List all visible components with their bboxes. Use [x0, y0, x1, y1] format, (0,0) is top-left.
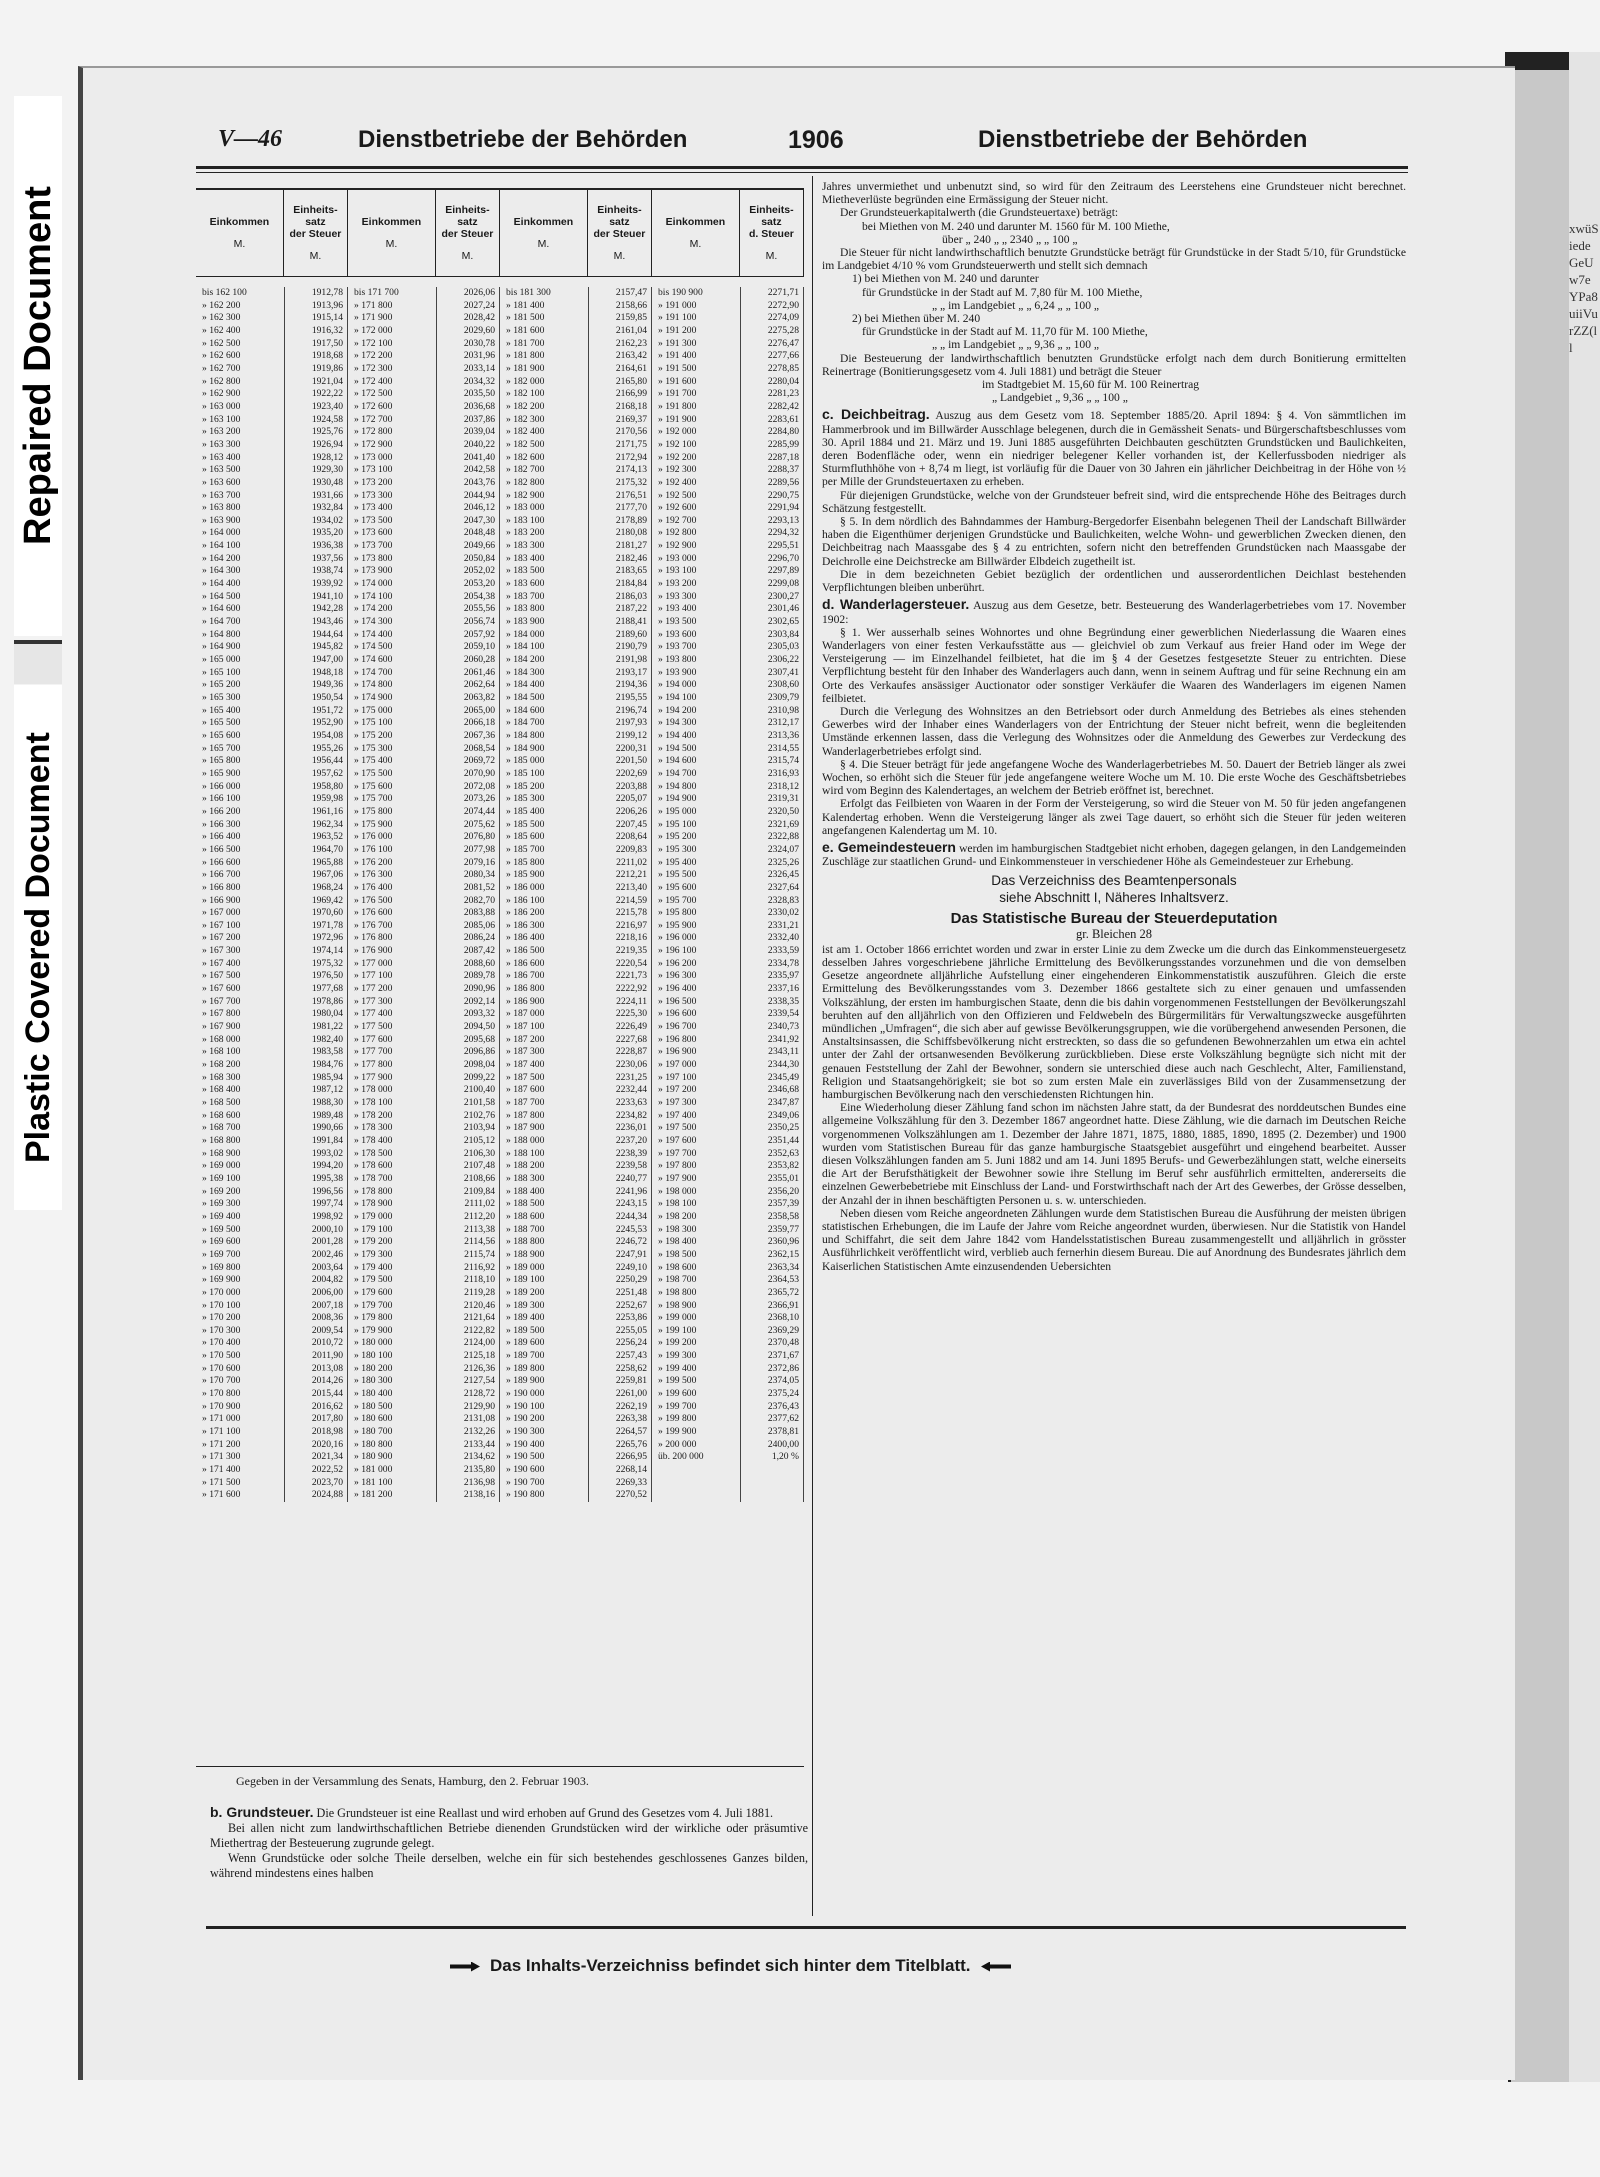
section-b-paragraph: Bei allen nicht zum landwirthschaftlichen Betriebe dienenden Grundstücken wird der wirkliche oder präsumtive Miethertrag der Besteuerung zugrunde gelegt. — [210, 1821, 808, 1850]
paragraph: bei Miethen von M. 240 und darunter M. 1560 für M. 100 Miethe, — [862, 219, 1170, 233]
paragraph: Die Besteuerung der landwirthschaftlich benutzten Grundstücke erfolgt nach dem durch Bonitierung ermittelten Reinertrage (Bonitierungsgesetz vom 4. Juli 1881) und beträgt die Steuer — [822, 351, 1406, 378]
adjacent-page-edge — [1508, 52, 1600, 2082]
paragraph: § 1. Wer ausserhalb seines Wohnortes und ohne Begründung einer gewerblichen Niederlassung die Waaren eines Wanderlagers von einer festen Verkaufsstätte aus — gleichviel ob zum Verkauf aus freier Hand oder im Wege der Versteigerung — im Einzelhandel feilbietet, hat die im § 4 der Gesetzes festgesetzte Steuer zu entrichten. Diese Verpflichtung besteht für den Inhaber des Wanderlagers auch dann, wenn in seinem Auftrag und für seine Rechnung ein am Orte des Verkaufes ansässiger Auctionator oder sonstiger Verkäufer die Waaren des Wanderlagers im eigenen Namen feilbietet. — [822, 625, 1406, 705]
paragraph: Für diejenigen Grundstücke, welche von der Grundsteuer befreit sind, wird die entsprechende Höhe des Beitrages durch Schätzung festgestellt. — [822, 488, 1406, 515]
income-column-2: bis 171 700 » 171 800 » 171 900 » 172 000 » 172 100 » 172 200 » 172 300 » 172 400 » 172 500 » 172 600 » 172 700 » 172 800 » 172 900 » 173 000 » 173 100 » 173 200 » 173 300 » 173 400 » 173 500 » 173 600 » 173 700 » 173 800 » 173 900 » 174 000 » 174 100 » 174 200 » 174 300 » 174 400 » 174 500 » 174 600 » 174 700 » 174 800 » 174 900 » 175 000 » 175 100 » 175 200 » 175 300 » 175 400 » 175 500 » 175 600 » 175 700 » 175 800 » 175 900 » 176 000 » 176 100 » 176 200 » 176 300 » 176 400 » 176 500 » 176 600 » 176 700 » 176 800 » 176 900 » 177 000 » 177 100 » 177 200 » 177 300 » 177 400 » 177 500 » 177 600 » 177 700 » 177 800 » 177 900 » 178 000 » 178 100 » 178 200 » 178 300 » 178 400 » 178 500 » 178 600 » 178 700 » 178 800 » 178 900 » 179 000 » 179 100 » 179 200 » 179 300 » 179 400 » 179 500 » 179 600 » 179 700 » 179 800 » 179 900 » 180 000 » 180 100 » 180 200 » 180 300 » 180 400 » 180 500 » 180 600 » 180 700 » 180 800 » 180 900 » 181 000 » 181 100 » 181 200 — [354, 287, 399, 1501]
statistics-bureau-title: Das Statistische Bureau der Steuerdeputation — [950, 910, 1278, 928]
repaired-document-label: Repaired Document — [14, 96, 62, 636]
paragraph: 2) bei Miethen über M. 240 — [852, 312, 981, 326]
paragraph: Der Grundsteuerkapitalwerth (die Grundsteuertaxe) beträgt: — [840, 206, 1119, 220]
plastic-covered-document-label: Plastic Covered Document — [14, 685, 62, 1210]
income-column-1: bis 162 100 » 162 200 » 162 300 » 162 400 » 162 500 » 162 600 » 162 700 » 162 800 » 162 900 » 163 000 » 163 100 » 163 200 » 163 300 » 163 400 » 163 500 » 163 600 » 163 700 » 163 800 » 163 900 » 164 000 » 164 100 » 164 200 » 164 300 » 164 400 » 164 500 » 164 600 » 164 700 » 164 800 » 164 900 » 165 000 » 165 100 » 165 200 » 165 300 » 165 400 » 165 500 » 165 600 » 165 700 » 165 800 » 165 900 » 166 000 » 166 100 » 166 200 » 166 300 » 166 400 » 166 500 » 166 600 » 166 700 » 166 800 » 166 900 » 167 000 » 167 100 » 167 200 » 167 300 » 167 400 » 167 500 » 167 600 » 167 700 » 167 800 » 167 900 » 168 000 » 168 100 » 168 200 » 168 300 » 168 400 » 168 500 » 168 600 » 168 700 » 168 800 » 168 900 » 169 000 » 169 100 » 169 200 » 169 300 » 169 400 » 169 500 » 169 600 » 169 700 » 169 800 » 169 900 » 170 000 » 170 100 » 170 200 » 170 300 » 170 400 » 170 500 » 170 600 » 170 700 » 170 800 » 170 900 » 171 000 » 171 100 » 171 200 » 171 300 » 171 400 » 171 500 » 171 600 — [202, 287, 247, 1501]
paragraph: für Grundstücke in der Stadt auf M. 7,80 für M. 100 Miethe, — [862, 285, 1143, 299]
footer-rule — [206, 1926, 1406, 1929]
paragraph: Eine Wiederholung dieser Zählung fand schon im nächsten Jahre statt, da der Bundesrat des norddeutschen Bundes eine allgemeine Volkszählung für den 3. Dezember 1867 angeordnet hatte. Diese Zählung, wie die darnach im Deutschen Reiche vorgenommenen Volkszählungen am 1. Dezember der Jahre 1871, 1875, 1880, 1885, 1890, 1895 (2. Dezember) und 1900 wurden vom Statistischen Bureau für das ganze hamburgische Staatsgebiet ausgeführt und eingehend bearbeitet. Ausser diesen Volkszählungen fanden am 5. Juni 1882 und am 14. Juni 1895 Berufs- und Gewerbezählungen statt, welche einerseits die Art der Berufsthätigkeit der Bewohner sowie ihre Stellung im Beruf sehr ausführlich ermittelten, andererseits die einzelnen Gewerbebetriebe mit Einschluss der Land- und Forstwirthschaft nach der Art des Gewerbes, der Grösse desselben, der Anzahl der in ihnen beschäftigten Personen u. s. w. unterschieden. — [822, 1101, 1406, 1207]
header-income: Einkommen M. — [513, 216, 574, 250]
header-rate: Einheits- satz d. Steuer M. — [739, 190, 804, 276]
reference-line: siehe Abschnitt I, Näheres Inhaltsverz. — [999, 890, 1229, 906]
tax-column-3: 2157,47 2158,66 2159,85 2161,04 2162,23 2163,42 2164,61 2165,80 2166,99 2168,18 2169,37 2170,56 2171,75 2172,94 2174,13 2175,32 2176,51 2177,70 2178,89 2180,08 2181,27 2182,46 2183,65 2184,84 2186,03 2187,22 2188,41 2189,60 2190,79 2191,98 2193,17 2194,36 2195,55 2196,74 2197,93 2199,12 2200,31 2201,50 2202,69 2203,88 2205,07 2206,26 2207,45 2208,64 2209,83 2211,02 2212,21 2213,40 2214,59 2215,78 2216,97 2218,16 2219,35 2220,54 2221,73 2222,92 2224,11 2225,30 2226,49 2227,68 2228,87 2230,06 2231,25 2232,44 2233,63 2234,82 2236,01 2237,20 2238,39 2239,58 2240,77 2241,96 2243,15 2244,34 2245,53 2246,72 2247,91 2249,10 2250,29 2251,48 2252,67 2253,86 2255,05 2256,24 2257,43 2258,62 2259,81 2261,00 2262,19 2263,38 2264,57 2265,76 2266,95 2268,14 2269,33 2270,52 — [588, 287, 652, 1502]
header-rate: Einheits- satz der Steuer M. — [283, 190, 348, 276]
tax-column-4: 2271,71 2272,90 2274,09 2275,28 2276,47 2277,66 2278,85 2280,04 2281,23 2282,42 2283,61 2284,80 2285,99 2287,18 2288,37 2289,56 2290,75 2291,94 2293,13 2294,32 2295,51 2296,70 2297,89 2299,08 2300,27 2301,46 2302,65 2303,84 2305,03 2306,22 2307,41 2308,60 2309,79 2310,98 2312,17 2313,36 2314,55 2315,74 2316,93 2318,12 2319,31 2320,50 2321,69 2322,88 2324,07 2325,26 2326,45 2327,64 2328,83 2330,02 2331,21 2332,40 2333,59 2334,78 2335,97 2337,16 2338,35 2339,54 2340,73 2341,92 2343,11 2344,30 2345,49 2346,68 2347,87 2349,06 2350,25 2351,44 2352,63 2353,82 2355,01 2356,20 2357,39 2358,58 2359,77 2360,96 2362,15 2363,34 2364,53 2365,72 2366,91 2368,10 2369,29 2370,48 2371,67 2372,86 2374,05 2375,24 2376,43 2377,62 2378,81 2400,00 1,20 % — [740, 287, 804, 1502]
paragraph: § 4. Die Steuer beträgt für jede angefangene Woche des Wanderlagerbetriebes M. 50. Dauert der Betrieb länger als zwei Wochen, so erhöht sich die Steuer für jede angefangene weitere Woche um M. 10. Die erste Woche des Geschäftsbetriebes wird vom Beginn des Kalendertages, an welchem der Betrieb eröffnet ist, berechnet. — [822, 757, 1406, 798]
paragraph: ist am 1. October 1866 errichtet worden und zwar in erster Linie zu dem Zwecke um die durch das Einkommensteuergesetz desselben Jahres vorgeschriebene jährliche Ermittelung des Bevölkerungsstandes vorzunehmen und die von demselben Gesetze angeordnete alljährliche Aufstellung einer eingehenderen Einkommenstatistik auszuführen. Gleich die erste Ermittelung des Bevölkerungsstandes vom 3. Dezember 1866 gestaltete sich zu einer genauen und umfassenden Volkszählung, der ersten im hamburgischen Staate, denn die bis dahin vorgenommenen Feststellungen der Bevölkerungszahl beruhten auf den alljährlich von den Offizieren und Feldwebeln des Bürgermilitärs für Verwaltungszwecke ausgeführten mündlichen „Umfragen“, die sich aber auf gewisse Bevölkerungsgruppen, wie die vorübergehend anwesenden Personen, die Anstaltsinsassen, die Schiffsbevölkerung nicht erstreckten, so dass die so gefundenen Bewohnerzahlen um etwa ein achtel unter der Zahl der ortsanwesenden Bevölkerung zurückblieben. Diese erste Volkszählung begnügte sich nicht mit der genauen Feststellung der Zahl der Bewohner, sondern sie unterschied diese auch nach Geschlecht, Alter, Familienstand, Religion und Staatsangehörigkeit; sie bot so zum ersten Male ein zuverlässiges Bild von der Zusammensetzung der hamburgischen Bevölkerung nach den verschiedensten Richtungen hin. — [822, 942, 1406, 1101]
tax-column-2: 2026,06 2027,24 2028,42 2029,60 2030,78 2031,96 2033,14 2034,32 2035,50 2036,68 2037,86 2039,04 2040,22 2041,40 2042,58 2043,76 2044,94 2046,12 2047,30 2048,48 2049,66 2050,84 2052,02 2053,20 2054,38 2055,56 2056,74 2057,92 2059,10 2060,28 2061,46 2062,64 2063,82 2065,00 2066,18 2067,36 2068,54 2069,72 2070,90 2072,08 2073,26 2074,44 2075,62 2076,80 2077,98 2079,16 2080,34 2081,52 2082,70 2083,88 2085,06 2086,24 2087,42 2088,60 2089,78 2090,96 2092,14 2093,32 2094,50 2095,68 2096,86 2098,04 2099,22 2100,40 2101,58 2102,76 2103,94 2105,12 2106,30 2107,48 2108,66 2109,84 2111,02 2112,20 2113,38 2114,56 2115,74 2116,92 2118,10 2119,28 2120,46 2121,64 2122,82 2124,00 2125,18 2126,36 2127,54 2128,72 2129,90 2131,08 2132,26 2133,44 2134,62 2135,80 2136,98 2138,16 — [436, 287, 500, 1502]
tax-column-1: 1912,78 1913,96 1915,14 1916,32 1917,50 1918,68 1919,86 1921,04 1922,22 1923,40 1924,58 1925,76 1926,94 1928,12 1929,30 1930,48 1931,66 1932,84 1934,02 1935,20 1936,38 1937,56 1938,74 1939,92 1941,10 1942,28 1943,46 1944,64 1945,82 1947,00 1948,18 1949,36 1950,54 1951,72 1952,90 1954,08 1955,26 1956,44 1957,62 1958,80 1959,98 1961,16 1962,34 1963,52 1964,70 1965,88 1967,06 1968,24 1969,42 1970,60 1971,78 1972,96 1974,14 1975,32 1976,50 1977,68 1978,86 1980,04 1981,22 1982,40 1983,58 1984,76 1985,94 1987,12 1988,30 1989,48 1990,66 1991,84 1993,02 1994,20 1995,38 1996,56 1997,74 1998,92 2000,10 2001,28 2002,46 2003,64 2004,82 2006,00 2007,18 2008,36 2009,54 2010,72 2011,90 2013,08 2014,26 2015,44 2016,62 2017,80 2018,98 2020,16 2021,34 2022,52 2023,70 2024,88 — [284, 287, 348, 1502]
paragraph: 1) bei Miethen von M. 240 und darunter — [852, 272, 1039, 286]
pointing-hand-icon — [450, 1962, 480, 1972]
footer-note: Das Inhalts-Verzeichniss befindet sich hinter dem Titelblatt. — [440, 1956, 1021, 1976]
section-e-text: werden im hamburgischen Stadtgebiet nicht erhoben, dagegen gelangen, in den Landgemeinden Zuschläge zur staatlichen Grund- und Einkommensteuer in verschiedener Höhe als Gemeindesteuer zur Erhebung. — [822, 841, 1407, 869]
paragraph: Jahres unvermiethet und unbenutzt sind, so wird für den Zeitraum des Leerstehens eine Grundsteuer nicht berechnet. Mietheverlüste begründen eine Ermässigung der Steuer nicht. — [822, 180, 1406, 207]
right-column-text — [822, 180, 1406, 1273]
section-b-text: Die Grundsteuer ist eine Reallast und wird erhoben auf Grund des Gesetzes vom 4. Juli 1881. — [316, 1806, 774, 1820]
paragraph: für Grundstücke in der Stadt auf M. 11,70 für M. 100 Miethe, — [862, 325, 1148, 339]
income-column-3: bis 181 300 » 181 400 » 181 500 » 181 600 » 181 700 » 181 800 » 181 900 » 182 000 » 182 100 » 182 200 » 182 300 » 182 400 » 182 500 » 182 600 » 182 700 » 182 800 » 182 900 » 183 000 » 183 100 » 183 200 » 183 300 » 183 400 » 183 500 » 183 600 » 183 700 » 183 800 » 183 900 » 184 000 » 184 100 » 184 200 » 184 300 » 184 400 » 184 500 » 184 600 » 184 700 » 184 800 » 184 900 » 185 000 » 185 100 » 185 200 » 185 300 » 185 400 » 185 500 » 185 600 » 185 700 » 185 800 » 185 900 » 186 000 » 186 100 » 186 200 » 186 300 » 186 400 » 186 500 » 186 600 » 186 700 » 186 800 » 186 900 » 187 000 » 187 100 » 187 200 » 187 300 » 187 400 » 187 500 » 187 600 » 187 700 » 187 800 » 187 900 » 188 000 » 188 100 » 188 200 » 188 300 » 188 400 » 188 500 » 188 600 » 188 700 » 188 800 » 188 900 » 189 000 » 189 100 » 189 200 » 189 300 » 189 400 » 189 500 » 189 600 » 189 700 » 189 800 » 189 900 » 190 000 » 190 100 » 190 200 » 190 300 » 190 400 » 190 500 » 190 600 » 190 700 » 190 800 — [506, 287, 551, 1501]
paragraph: „ Landgebiet „ 9,36 „ „ 100 „ — [992, 391, 1128, 405]
paragraph: Neben diesen vom Reiche angeordneten Zählungen wurde dem Statistischen Bureau die Ausführung der meisten übrigen statistischen Erhebungen, die im Laufe der Jahre vom Reiche angeordnet wurden, überwiesen. Nur die Statistik von Handel und Schiffahrt, die seit dem Jahre 1842 vom Handelsstatistischen Bureau zusammengestellt und alljährlich in grösster Ausführlichkeit veröffentlicht wird, verblieb auch fernerhin diesem Bureau. Die auf Anordnung des Bundesrates jährlich dem Kaiserlichen Statistischen Amte einzusendenden Uebersichten — [822, 1206, 1406, 1273]
pointing-hand-icon — [981, 1962, 1011, 1972]
table-body — [196, 287, 804, 1502]
header-rate: Einheits- satz der Steuer M. — [435, 190, 500, 276]
header-year: 1906 — [788, 126, 844, 154]
table-bottom-rule — [196, 1766, 804, 1767]
header-income: Einkommen M. — [361, 216, 422, 250]
paragraph: im Stadtgebiet M. 15,60 für M. 100 Reinertrag — [982, 378, 1200, 392]
paragraph: „ „ im Landgebiet „ „ 6,24 „ „ 100 „ — [932, 298, 1100, 312]
column-divider — [812, 176, 813, 1916]
section-e-label: e. Gemeindesteuern — [822, 838, 956, 855]
paragraph: „ „ im Landgebiet „ „ 9,36 „ „ 100 „ — [932, 338, 1100, 352]
section-c-text: Auszug aus dem Gesetz vom 18. September 1885/20. April 1894: § 4. Von sämmtlichen im Hammerbrook und im Billwärder Ausschlage belegenen, durch die in Gemässheit Senats- und Bürgerschaftsbeschlusses vom 30. April 1884 und 21. März und 19. Juni 1885 ausgeführten Deichbauten geschützten Grundstücken und Baulichkeiten, deren Bodenfläche oder, wenn ein niedriger belegener Keller vorhanden ist, der Kellerfussboden niedriger als Sturmfluthhöhe von + 8,74 m liegt, ist vorläufig für die Dauer von 30 Jahren ein jährlicher Deichbeitrag in der Höhe von ½ per Mille der Grundsteuertaxen zu erheben. — [822, 409, 1406, 489]
label-divider — [14, 640, 62, 684]
paragraph: § 5. In dem nördlich des Bahndammes der Hamburg-Bergedorfer Eisenbahn belegenen Theil der Landschaft Billwärder haben die Eigenthümer derjenigen Grundstücke und Baulichkeiten, welche Wohn- und gewerblichen Zwecken dienen, den Deichbeitrag nach Maassgabe des § 4 zu entrichten, sofern nicht den betreffenden Grundstücken nach Maassgabe der Deichrolle eine Deichstrecke am Billwärder Elbdeich zugetheilt ist. — [822, 515, 1406, 568]
senate-signature-line: Gegeben in der Versammlung des Senats, Hamburg, den 2. Februar 1903. — [236, 1774, 589, 1788]
header-right-title: Dienstbetriebe der Behörden — [978, 126, 1308, 153]
personnel-reference — [822, 872, 1406, 906]
paragraph: Die Steuer für nicht landwirthschaftlich benutzte Grundstücke beträgt für Grundstücke in der Stadt 5/10, für Grundstücke im Landgebiet 4/10 % vom Grundsteuerwerth und stellt sich demnach — [822, 246, 1406, 273]
header-rule — [196, 166, 1408, 169]
paragraph: Durch die Verlegung des Wohnsitzes an den Betriebsort oder durch Anmeldung des Betriebes als eines stehenden Gewerbes wird der Inhaber eines Wanderlagers von der Entrichtung der Steuer nicht befreit, wenn die begleitenden Umstände erkennen lassen, dass die Verlegung des Wohnsitzes oder die Anmeldung des Gewerbes zur Verdeckung des Wanderlagerbetriebes erfolgt sind. — [822, 704, 1406, 758]
paragraph: über „ 240 „ „ 2340 „ „ 100 „ — [942, 232, 1078, 246]
header-income: Einkommen M. — [209, 216, 270, 250]
section-c-label: c. Deichbeitrag. — [822, 406, 930, 423]
paragraph: Erfolgt das Feilbieten von Waaren in der Form der Versteigerung, so wird die Steuer von M. 50 für jeden angefangenen Kalendertag erhoben. Wenn die Versteigerung länger als zwei Tage dauert, so erhöht sich die Steuer für jeden weiteren angefangenen Kalendertag um M. 10. — [822, 797, 1406, 837]
page-header — [118, 126, 1408, 166]
header-left-title: Dienstbetriebe der Behörden — [358, 126, 688, 153]
header-income: Einkommen M. — [665, 216, 726, 250]
paragraph: Die in dem bezeichneten Gebiet bezüglich der ordentlichen und ausserordentlichen Deichlast bestehenden Verpflichtungen bleiben unberührt. — [822, 567, 1406, 595]
header-rate: Einheits- satz der Steuer M. — [587, 190, 652, 276]
section-b-paragraph: Wenn Grundstücke oder solche Theile derselben, welche ein für sich bestehendes geschlossenes Ganzes bilden, während mindestens eines halben — [210, 1851, 808, 1880]
statistics-bureau-address: gr. Bleichen 28 — [1075, 926, 1153, 941]
income-column-4: bis 190 900 » 191 000 » 191 100 » 191 200 » 191 300 » 191 400 » 191 500 » 191 600 » 191 700 » 191 800 » 191 900 » 192 000 » 192 100 » 192 200 » 192 300 » 192 400 » 192 500 » 192 600 » 192 700 » 192 800 » 192 900 » 193 000 » 193 100 » 193 200 » 193 300 » 193 400 » 193 500 » 193 600 » 193 700 » 193 800 » 193 900 » 194 000 » 194 100 » 194 200 » 194 300 » 194 400 » 194 500 » 194 600 » 194 700 » 194 800 » 194 900 » 195 000 » 195 100 » 195 200 » 195 300 » 195 400 » 195 500 » 195 600 » 195 700 » 195 800 » 195 900 » 196 000 » 196 100 » 196 200 » 196 300 » 196 400 » 196 500 » 196 600 » 196 700 » 196 800 » 196 900 » 197 000 » 197 100 » 197 200 » 197 300 » 197 400 » 197 500 » 197 600 » 197 700 » 197 800 » 197 900 » 198 000 » 198 100 » 198 200 » 198 300 » 198 400 » 198 500 » 198 600 » 198 700 » 198 800 » 198 900 » 199 000 » 199 100 » 199 200 » 199 300 » 199 400 » 199 500 » 199 600 » 199 700 » 199 800 » 199 900 » 200 000 üb. 200 000 — [658, 287, 704, 1463]
section-d-text: Auszug aus dem Gesetze, betr. Besteuerung des Wanderlagerbetriebes vom 17. November 1902: — [822, 599, 1407, 626]
header-rule-thin — [196, 172, 1408, 173]
section-d-label: d. Wanderlagersteuer. — [822, 596, 970, 613]
reference-line: Das Verzeichniss des Beamtenpersonals — [991, 873, 1237, 889]
tax-rate-table — [196, 188, 804, 1502]
page-number: V—46 — [218, 126, 283, 152]
section-b-grundsteuer — [210, 1805, 808, 1881]
section-b-label: b. Grundsteuer. — [210, 1804, 314, 1820]
adjacent-page-text: xwüSiedeGeUw7eYPa8uiiVurZZ(ll — [1569, 221, 1599, 355]
table-header — [196, 188, 804, 277]
